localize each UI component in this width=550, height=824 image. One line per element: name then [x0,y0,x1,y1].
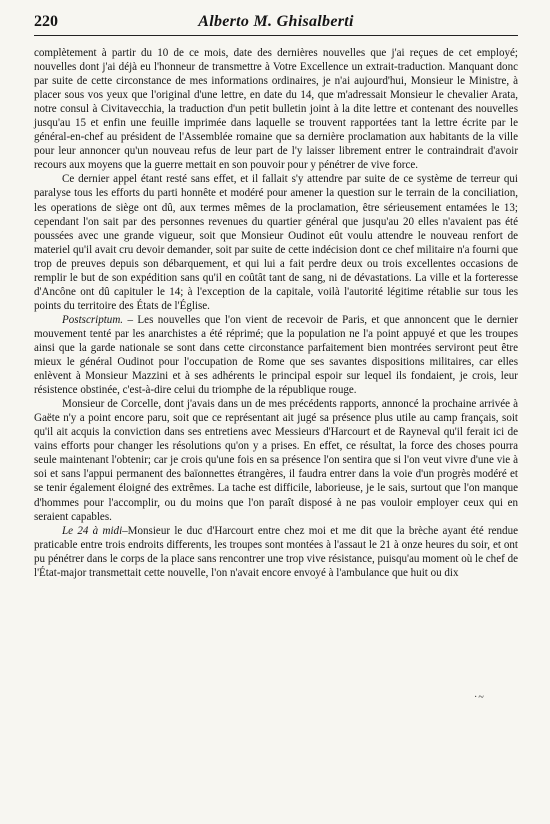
paragraph-text: complètement à partir du 10 de ce mois, date des dernières nouvelles que j'ai reçues de cet employé; nouvelles dont j'ai déjà eu l'honneur de transmettre à Votre Excellence un extrait-traduction. Manquant donc par suite de cette circonstance de mes informations ordinaires, je n'ai aujourd'hui, Monsieur le Ministre, à placer sous vos yeux que l'original d'une lettre, en date du 14, que m'adressait Monsieur le chevalier Arata, notre consul à Civitavecchia, la traduction d'un petit bulletin joint à la dite lettre et contenant des nouvelles jusqu'au 15 et enfin une feuille imprimée dans laquelle se trouvent rapportées tant la lettre écrite par le général-en-chef au président de l'Assemblée romaine que sa dernière proclamation aux habitants de la ville pour leur annoncer qu'un nouveau refus de leur part de l'y laisser librement entrer le contraindrait d'avoir recours aux moyens que la guerre mettait en son pouvoir pour y pénétrer de vive force. [34,47,518,172]
paragraph-2 [34,172,518,312]
paragraph-lead: Le 24 à midi [62,524,123,537]
paragraph-postscriptum [34,313,518,397]
paragraph-1 [34,46,518,172]
paragraph-text: Ce dernier appel étant resté sans effet, et il fallait s'y attendre par suite de ce système de terreur qui paralyse tous les efforts du parti honnête et modéré pour amener la question sur le terrain de la conciliation, les operations de siège ont dû, aux termes mêmes de la proclamation, être sérieusement entamées le 13; cependant l'on sait par des personnes revenues du quartier général que jusqu'au 20 elles n'avaient pas été poussées avec une grande vigueur, soit que Monsieur Oudinot eût voulu attendre le nouveau renfort de materiel qu'il avait cru devoir demander, soit par suite de cette indécision dont ce chef militaire n'a fourni que trop de preuves depuis son débarquement, et qui lui a fait perdre deux ou trois excellentes occasions de remplir le but de son expédition sans qu'il en coûtât tant de sang, ni de dévastations. La ville et la forteresse d'Ancône ont dû capituler le 14; à l'exception de la capitale, voilà l'autorité légitime rétablie sur tous les points du territoire des États de l'Église. [34,173,518,312]
paragraph-lead: Postscriptum. [62,313,124,326]
marginal-ink-mark: ·~ [474,692,485,703]
paragraph-text: Monsieur de Corcelle, dont j'avais dans un de mes précédents rapports, annoncé la prochaine arrivée à Gaëte n'y a point encore paru, soit que ce représentant ait jugé sa présence plus utile au camp français, soit qu'il ait acquis la conviction dans ses entretiens avec Messieurs d'Harcourt et de Rayneval qu'il ferait ici de vains efforts pour changer les résolutions qu'on y a prises. En effet, ce résultat, la force des choses pourra seule maintenant l'obtenir; car je crois qu'une fois en sa présence l'on sentira que si l'on veut vivre d'une vie à soi et sans l'appui permanent des baïonnettes étrangères, il faudra entrer dans la voie d'un progrès modéré et se tenir également éloigné des extrêmes. La tache est difficile, laborieuse, je le sais, surtout que l'on manque d'hommes pour l'accomplir, ou du moins que l'on paraît disposé à ne pas vouloir employer ceux qui en seraient capables. [34,398,518,523]
paragraph-5 [34,524,518,580]
paragraph-text: –Monsieur le duc d'Harcourt entre chez moi et me dit que la brèche ayant été rendue praticable entre trois endroits differents, les troupes sont montées à l'assaut le 21 à onze heures du soir, et ont pu pénétrer dans le corps de la place sans rencontrer une trop vive résistance, puisqu'au moment où le chef de l'État-major transmettait cette nouvelle, l'on n'avait encore envoyé à l'ambulance que huit ou dix [34,524,518,579]
page-header [34,11,518,36]
running-head: Alberto M. Ghisalberti [198,13,354,30]
body-text [34,46,518,580]
paragraph-4 [34,397,518,523]
page-number: 220 [34,13,58,30]
paragraph-text: – Les nouvelles que l'on vient de recevoir de Paris, et que annoncent que le dernier mouvement tenté par les anarchistes a été réprimé; que la population ne l'a point appuyé et que les troupes ainsi que la garde nationale se sont dans cette circonstance parfaitement bien montrées serviront peut être mieux le général Oudinot pour l'occupation de Rome que ses savantes dispositions militaires, car elles enlèvent à Monsieur Mazzini et à ses adhérents le principal espoir sur lequel ils fondaient, je crois, leur résistence obstinée, c'est-à-dire celui du triomphe de la république rouge. [34,313,518,397]
